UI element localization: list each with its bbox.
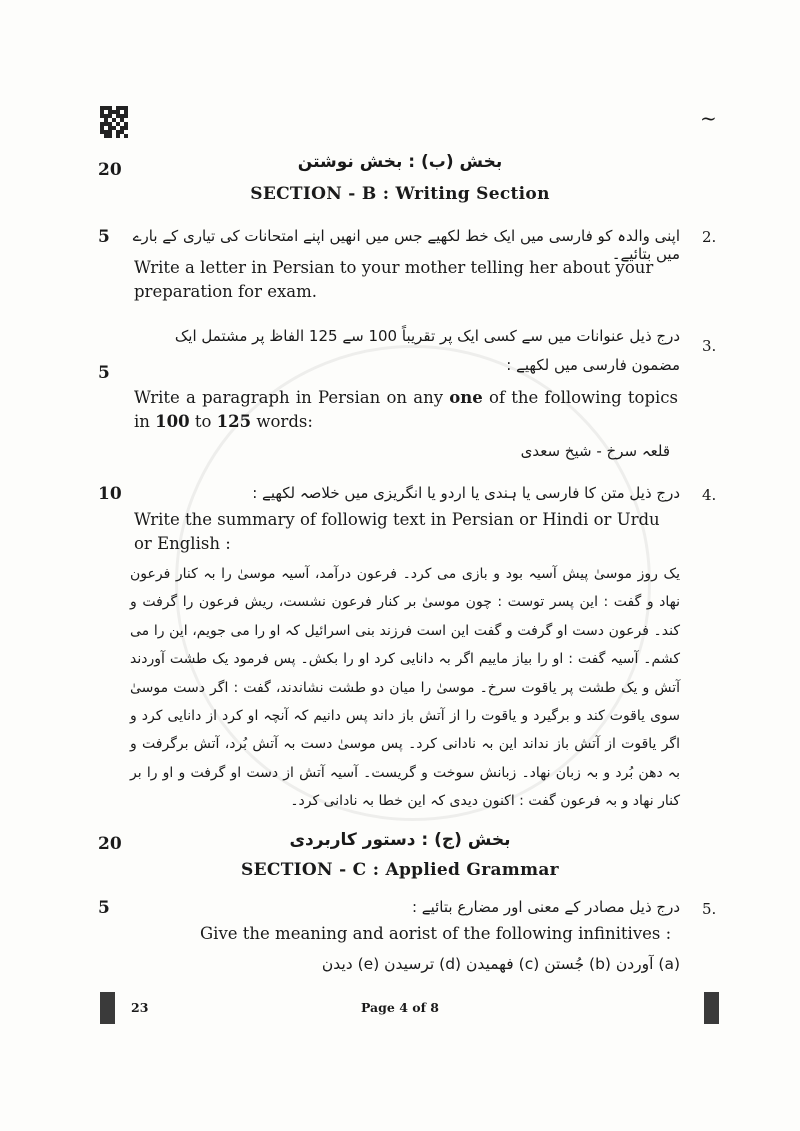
q4-text-english: Write the summary of followig text in Persian or Hindi or Urdu or English : [134, 510, 660, 553]
q5-number: 5. [702, 900, 717, 918]
qr-code [100, 106, 128, 138]
q3-text-urdu: درج ذیل عنوانات میں سے کسی ایک پر تقریباً 100 سے 125 الفاظ پر مشتمل ایک مضمون فارسی میں لکھیے : [174, 327, 680, 374]
q3-marks: 5 [98, 363, 110, 383]
section-b-title: SECTION - B : Writing Section [250, 184, 550, 204]
q2-marks: 5 [98, 227, 110, 247]
section-b-title-urdu: بخش (ب) : بخش نوشتن [297, 152, 503, 172]
section-c-marks: 20 [98, 834, 122, 854]
q5-options: (a) آوردن (b) جُستن (c) فھمیدن (d) ترسیدن (e) دیدن [321, 955, 680, 973]
footer-code: 23 [131, 1000, 149, 1015]
q3-topics: قلعہ سرخ - شیخ سعدی [520, 442, 670, 460]
q2-text-urdu: اپنی والدہ کو فارسی میں ایک خط لکھیے جس میں انھیں اپنے امتحانات کی تیاری کے بارے میں بتائیے۔ [132, 227, 680, 263]
q4-passage: یک روز موسیٰ پیش آسیہ بود و بازی می کرد۔ فرعون درآمد، آسیہ موسیٰ را بہ کنار فرعون نھاد و گفت : این پسر توست : چون موسیٰ بر کنار فرعون نشست، ریش فرعون را گرفت و کند۔ فرعون دست او گرفت و گفت این است فرزند بنی اسرائیل کہ او را می جویم، این را می کشم۔ آسیہ گفت : او را بیاز ماییم اگر بہ دانایی کرد او را بکش۔ پس فرمود یک طشت آوردند آتش و یک طشت پر یاقوت سرخ۔ موسیٰ را میان دو طشت نشاندند، گفت : اگر دست موسیٰ سوی یاقوت کند و برگیرد و یاقوت را از آتش باز داند پس دانیم کہ آنچہ او کرد از دانایی کرد و اگر یاقوت از آتش باز نداند این بہ نادانی کرد۔ پس موسیٰ دست بہ آتش بُرد، آتش برگرفت و بہ دھن بُرد و بہ زبان نھاد۔ زبانش سوخت و گریست۔ آسیہ آتش از دست او گرفت و او را بر کنار نھاد و بہ فرعون گفت : اکنون دیدی کہ این خطا بہ نادانی کرد۔ [130, 566, 680, 810]
section-c-title-urdu: بخش (ج) : دستور کاربردی [289, 830, 511, 850]
q4-text-urdu: درج ذیل متن کا فارسی یا ہندی یا اردو یا انگریزی میں خلاصہ لکھیے : [252, 484, 680, 502]
q4-marks: 10 [98, 484, 122, 504]
q2-text-english: Write a letter in Persian to your mother telling her about your preparation for exam. [134, 258, 654, 301]
page-number: Page 4 of 8 [360, 1000, 440, 1015]
q5-text-urdu: درج ذیل مصادر کے معنی اور مضارع بتائیے : [411, 898, 680, 916]
footer-right-bar [704, 992, 719, 1024]
q3-number: 3. [702, 337, 717, 355]
q5-marks: 5 [98, 898, 110, 918]
corner-mark: ~ [700, 106, 717, 130]
q3-text-english: Write a paragraph in Persian on any one of the following topics in 100 to 125 words: [134, 388, 678, 431]
q2-number: 2. [702, 228, 717, 246]
q4-number: 4. [702, 486, 717, 504]
section-c-title: SECTION - C : Applied Grammar [241, 860, 559, 880]
section-b-marks: 20 [98, 160, 122, 180]
q5-text-english: Give the meaning and aorist of the following infinitives : [200, 924, 672, 943]
